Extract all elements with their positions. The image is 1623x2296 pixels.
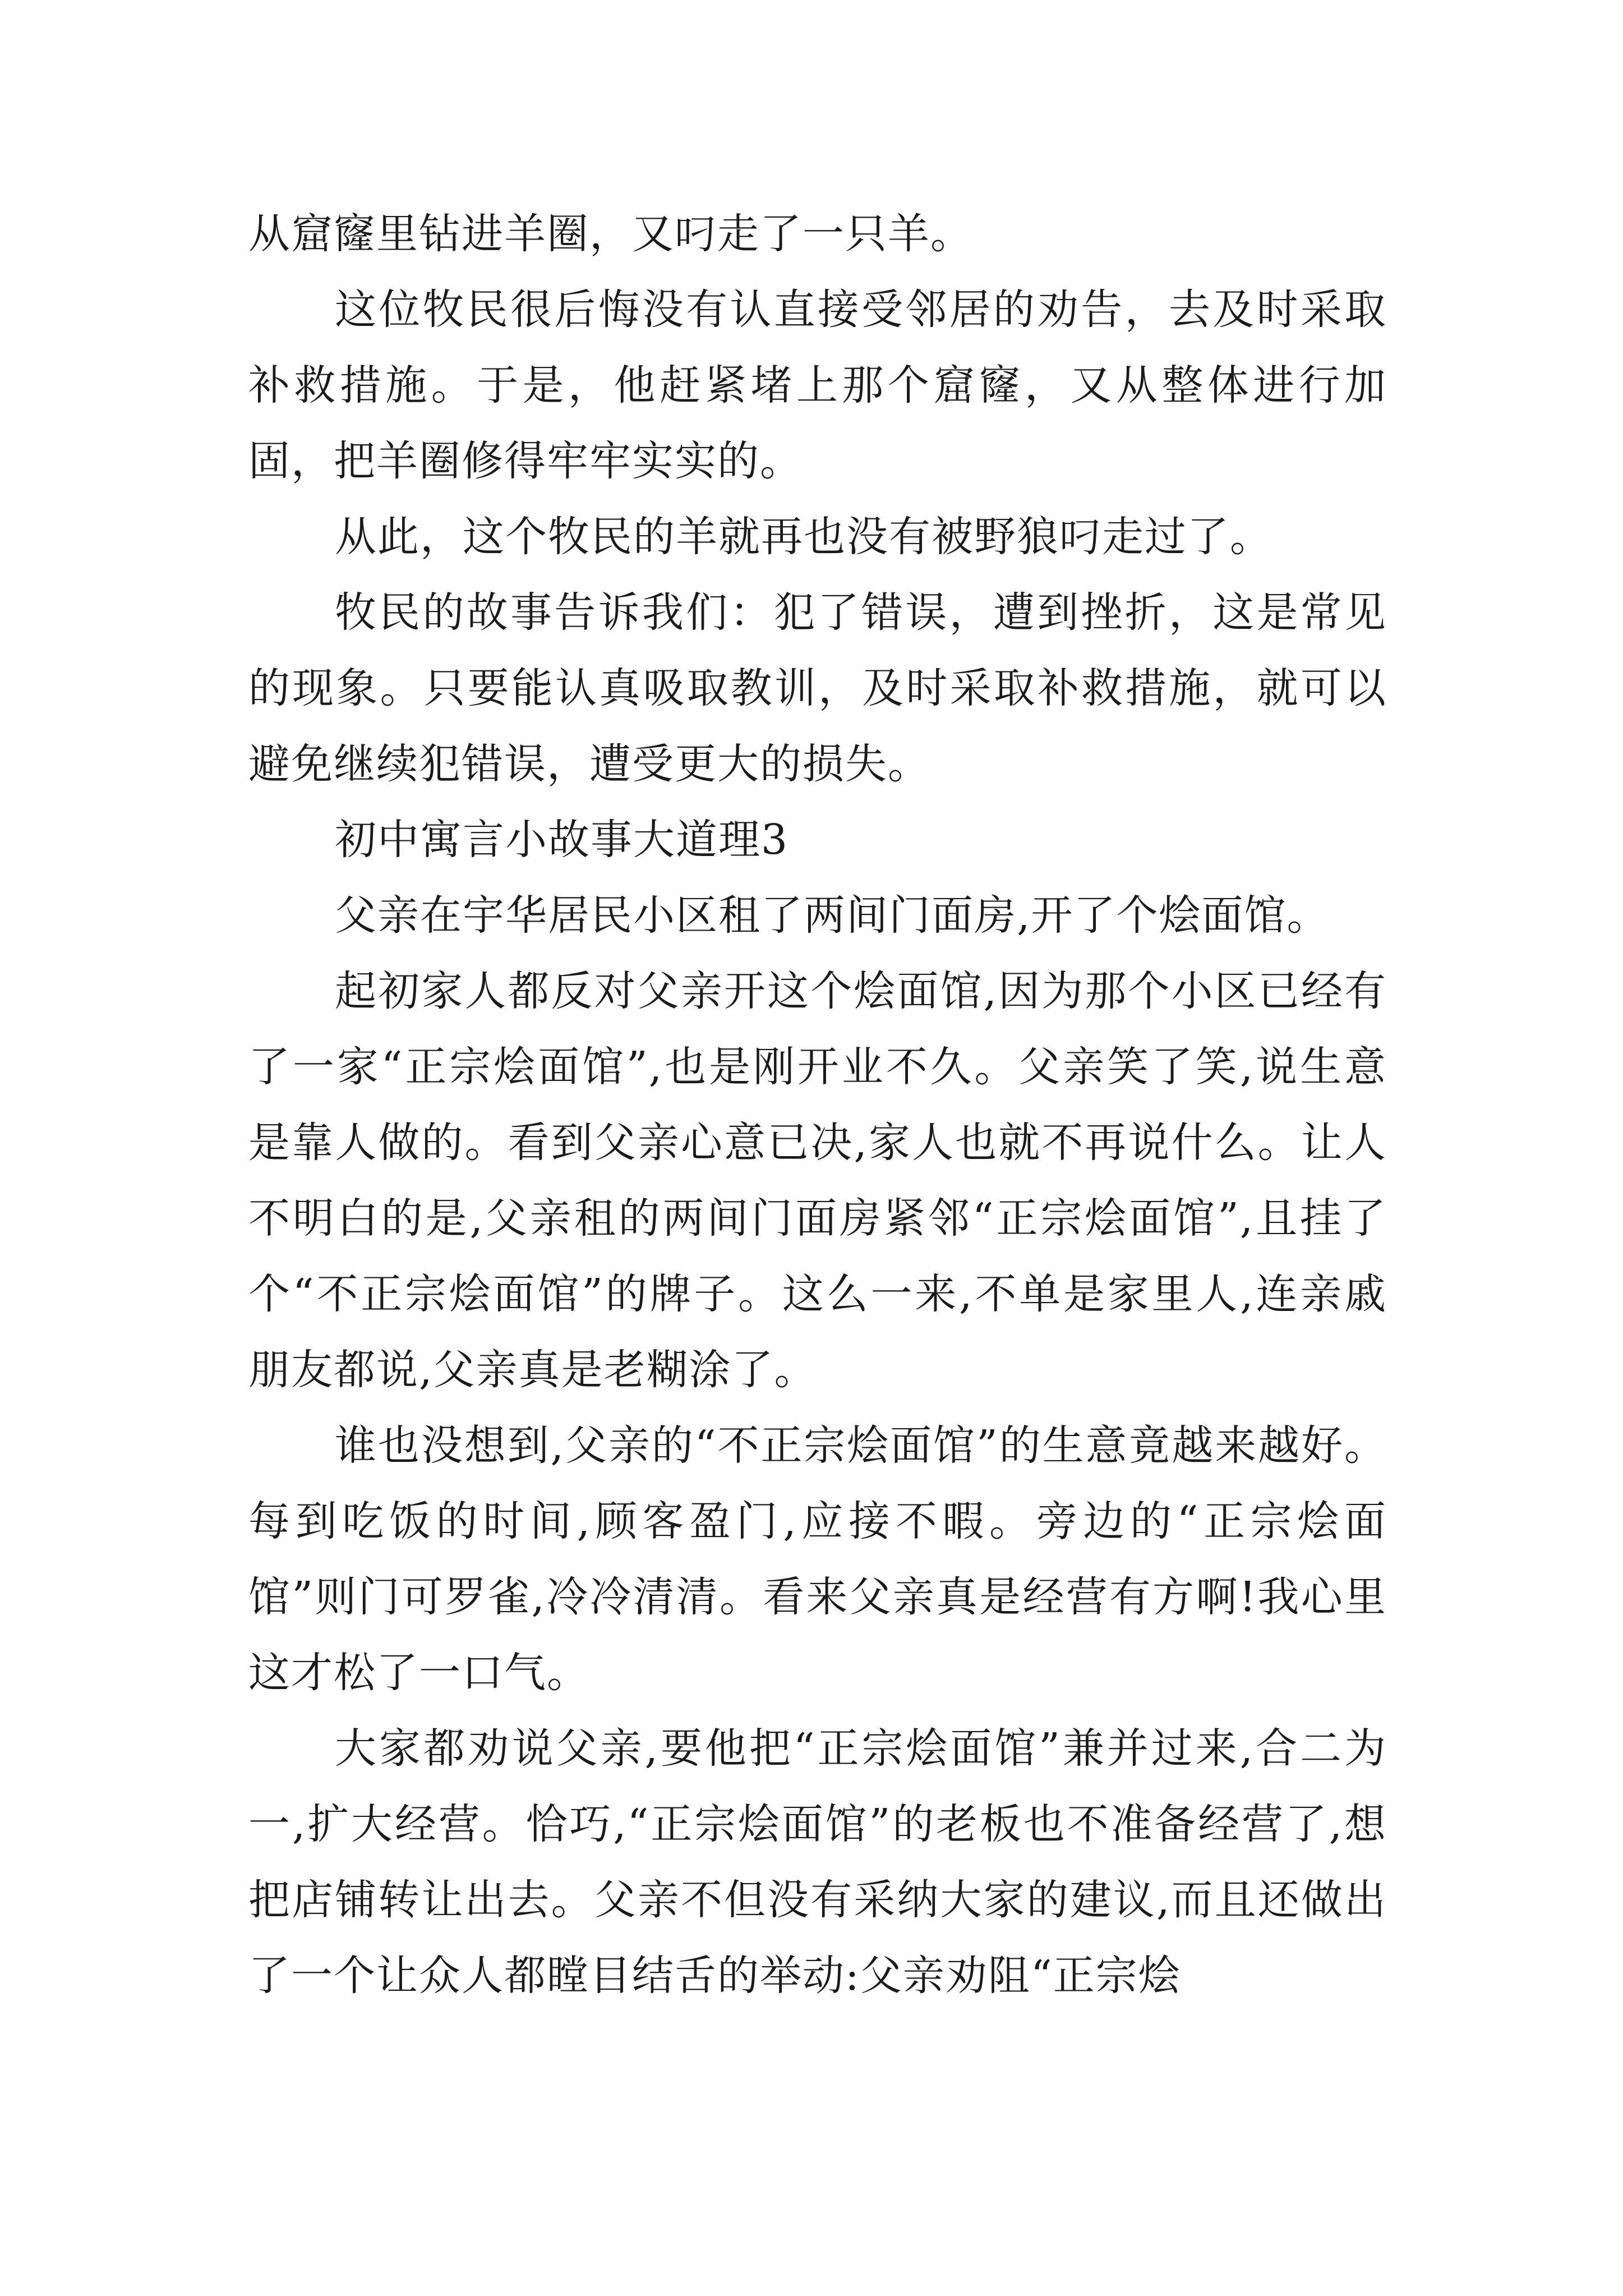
paragraph-4: 牧民的故事告诉我们：犯了错误，遭到挫折，这是常见的现象。只要能认真吸取教训，及时采取补救措施，就可以避免继续犯错误，遭受更大的损失。	[248, 588, 1387, 788]
paragraph-8: 谁也没想到,父亲的“不正宗烩面馆”的生意竟越来越好。每到吃饭的时间,顾客盈门,应接不暇。旁边的“正宗烩面馆”则门可罗雀,冷冷清清。看来父亲真是经营有方啊!我心里这才松了一口气。	[248, 1421, 1387, 1697]
paragraph-1: 从窟窿里钻进羊圈，又叼走了一只羊。	[248, 210, 973, 258]
paragraph-3: 从此，这个牧民的羊就再也没有被野狼叼走过了。	[335, 513, 1272, 561]
paragraph-7: 起初家人都反对父亲开这个烩面馆,因为那个小区已经有了一家“正宗烩面馆”,也是刚开业不久。父亲笑了笑,说生意是靠人做的。看到父亲心意已决,家人也就不再说什么。让人不明白的是,父亲租的两间门面房紧邻“正宗烩面馆”,且挂了个“不正宗烩面馆”的牌子。这么一来,不单是家里人,连亲戚朋友都说,父亲真是老糊涂了。	[248, 967, 1387, 1394]
paragraph-9: 大家都劝说父亲,要他把“正宗烩面馆”兼并过来,合二为一,扩大经营。恰巧,“正宗烩面馆”的老板也不准备经营了,想把店铺转让出去。父亲不但没有采纳大家的建议,而且还做出了一个让众人都瞠目结舌的举动:父亲劝阻“正宗烩	[248, 1724, 1387, 2000]
paragraph-6: 父亲在宇华居民小区租了两间门面房,开了个烩面馆。	[335, 891, 1330, 940]
section-heading: 初中寓言小故事大道理3	[335, 816, 789, 864]
paragraph-2: 这位牧民很后悔没有认直接受邻居的劝告，去及时采取补救措施。于是，他赶紧堵上那个窟窿，又从整体进行加固，把羊圈修得牢牢实实的。	[248, 286, 1387, 485]
document-body	[248, 196, 1387, 2014]
